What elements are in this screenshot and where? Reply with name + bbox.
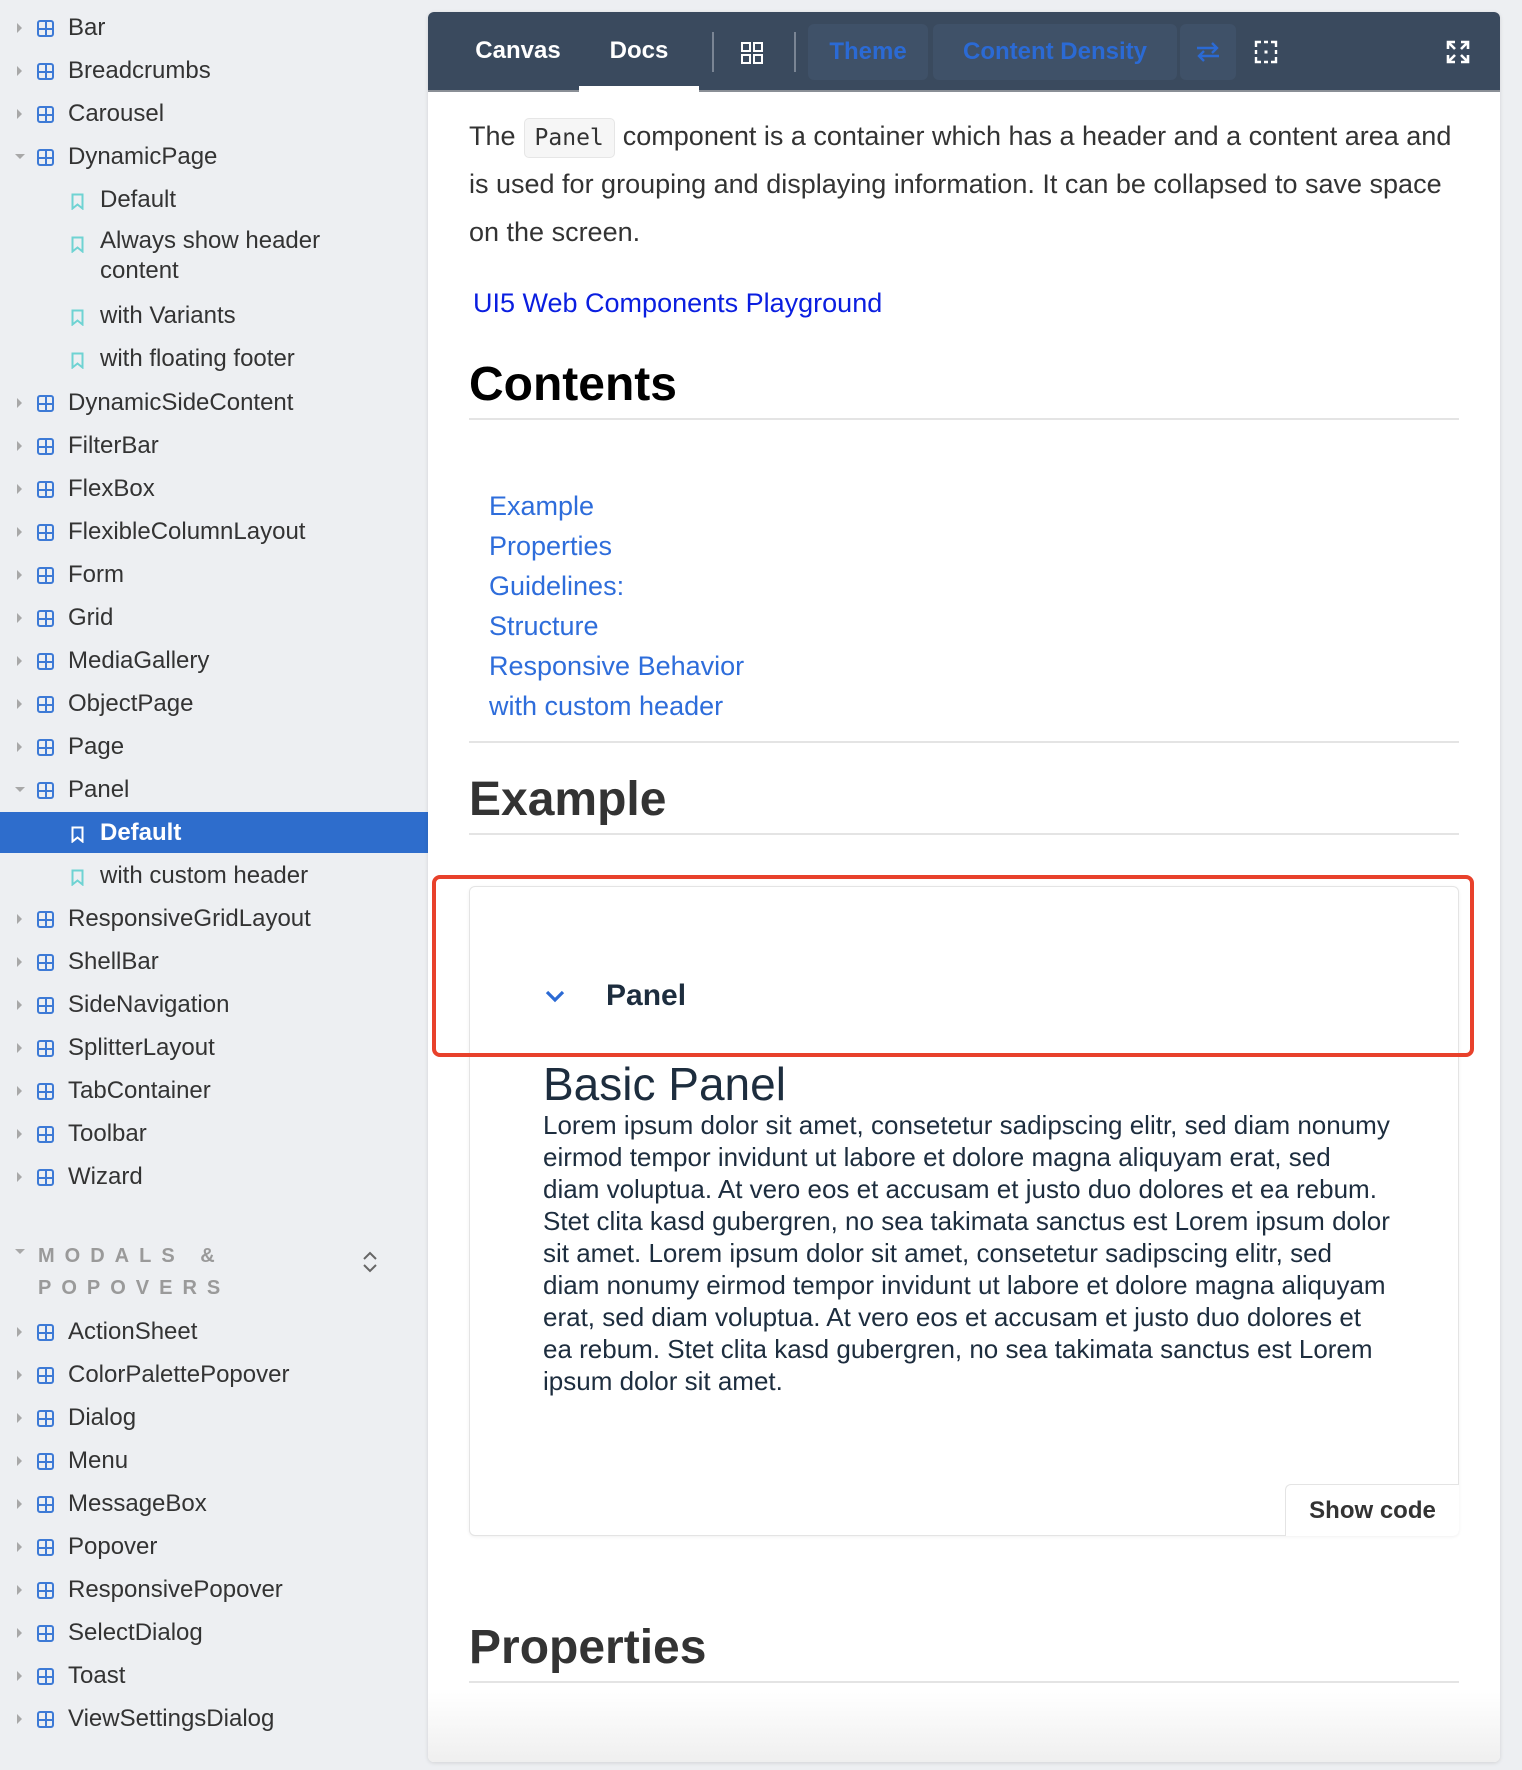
- sidebar-item-grid[interactable]: Grid: [0, 597, 428, 638]
- sidebar-item-sidenavigation[interactable]: SideNavigation: [0, 984, 428, 1025]
- caret-right-icon: [17, 1671, 22, 1681]
- sidebar-item-dynamicpage[interactable]: DynamicPage: [0, 136, 428, 177]
- component-icon: [37, 20, 54, 37]
- sidebar-item-filterbar[interactable]: FilterBar: [0, 425, 428, 466]
- caret-right-icon: [17, 1499, 22, 1509]
- bookmark-icon: [71, 236, 84, 253]
- caret-right-icon: [17, 613, 22, 623]
- component-icon: [37, 63, 54, 80]
- component-icon: [37, 1539, 54, 1556]
- swap-direction-icon: [1195, 41, 1221, 63]
- chevron-down-icon[interactable]: [544, 989, 566, 1003]
- sidebar-item-flexiblecolumnlayout[interactable]: FlexibleColumnLayout: [0, 511, 428, 552]
- component-icon: [37, 1040, 54, 1057]
- sidebar-item-wizard[interactable]: Wizard: [0, 1156, 428, 1197]
- sidebar-item-tabcontainer[interactable]: TabContainer: [0, 1070, 428, 1111]
- sidebar-navigation: [0, 0, 428, 1770]
- sidebar-item-responsivegridlayout[interactable]: ResponsiveGridLayout: [0, 898, 428, 939]
- fullscreen-icon[interactable]: [1446, 40, 1470, 64]
- caret-right-icon: [17, 398, 22, 408]
- sidebar-item-viewsettingsdialog[interactable]: ViewSettingsDialog: [0, 1698, 428, 1739]
- sidebar-item-breadcrumbs[interactable]: Breadcrumbs: [0, 50, 428, 91]
- caret-right-icon: [17, 1129, 22, 1139]
- caret-right-icon: [17, 527, 22, 537]
- panel-header[interactable]: [470, 887, 1458, 1055]
- sidebar-item-mediagallery[interactable]: MediaGallery: [0, 640, 428, 681]
- example-card: [469, 886, 1459, 1536]
- sidebar-item-responsivepopover[interactable]: ResponsivePopover: [0, 1569, 428, 1610]
- component-icon: [37, 1711, 54, 1728]
- caret-right-icon: [17, 1327, 22, 1337]
- caret-right-icon: [17, 957, 22, 967]
- inline-code: Panel: [524, 118, 615, 158]
- caret-right-icon: [17, 441, 22, 451]
- storybook-toolbar: [428, 12, 1500, 92]
- swap-direction-button[interactable]: [1180, 24, 1236, 80]
- sidebar-item-page[interactable]: Page: [0, 726, 428, 767]
- component-icon: [37, 1668, 54, 1685]
- sidebar-item-messagebox[interactable]: MessageBox: [0, 1483, 428, 1524]
- panel-header-title: Panel: [606, 979, 687, 1012]
- caret-right-icon: [17, 1370, 22, 1380]
- docs-panel: [428, 12, 1500, 1762]
- toc-link-custom-header[interactable]: with custom header: [489, 691, 724, 721]
- outline-icon[interactable]: [1254, 40, 1278, 64]
- component-icon: [37, 1126, 54, 1143]
- sidebar-item-panel[interactable]: Panel: [0, 769, 428, 810]
- sidebar-item-form[interactable]: Form: [0, 554, 428, 595]
- contents-heading: Contents: [469, 357, 1459, 420]
- bookmark-icon: [71, 352, 84, 369]
- tab-canvas[interactable]: Canvas: [475, 37, 561, 64]
- panel-body-text: Lorem ipsum dolor sit amet, consetetur sadipscing elitr, sed diam nonumy eirmod tempor invidunt ut labore et dolore magna aliquyam erat, sed diam voluptua. At vero eos et accusam et justo duo dolores et ea rebum. Stet clita kasd gubergren, no sea takimata sanctus est Lorem ipsum dolor sit amet. Lorem ipsum dolor sit amet, consetetur sadipscing elitr, sed diam nonumy eirmod tempor invidunt ut labore et dolore magna aliquyam erat, sed diam voluptua. At vero eos et accusam et justo duo dolores et ea rebum. Stet clita kasd gubergren, no sea takimata sanctus est Lorem ipsum dolor sit amet.: [543, 1110, 1390, 1396]
- component-icon: [37, 106, 54, 123]
- sidebar-item-toolbar[interactable]: Toolbar: [0, 1113, 428, 1154]
- sidebar-item-menu[interactable]: Menu: [0, 1440, 428, 1481]
- component-icon: [37, 1582, 54, 1599]
- component-icon: [37, 567, 54, 584]
- bookmark-icon: [71, 869, 84, 886]
- component-description: The Panel component is a container which has a header and a content area and is used for grouping and displaying information. It can be collapsed to save space on the screen.: [469, 112, 1459, 256]
- properties-heading: Properties: [469, 1620, 1459, 1683]
- sidebar-story-panel-default[interactable]: Default: [0, 812, 428, 853]
- content-density-button[interactable]: Content Density: [933, 24, 1177, 80]
- caret-right-icon: [17, 1172, 22, 1182]
- caret-right-icon: [17, 1043, 22, 1053]
- caret-right-icon: [17, 23, 22, 33]
- component-icon: [37, 696, 54, 713]
- sidebar-item-objectpage[interactable]: ObjectPage: [0, 683, 428, 724]
- toolbar-divider: [712, 32, 714, 72]
- component-icon: [37, 1410, 54, 1427]
- sidebar-item-bar[interactable]: Bar: [0, 7, 428, 48]
- sidebar-story-panel-custom-header[interactable]: with custom header: [0, 855, 428, 896]
- caret-right-icon: [17, 699, 22, 709]
- section-header-modals-popovers[interactable]: MODALS & POPOVERS: [0, 1234, 428, 1304]
- toc-link-structure[interactable]: Structure: [489, 611, 599, 641]
- toc-link-properties[interactable]: Properties: [489, 531, 613, 561]
- grid-icon[interactable]: [741, 42, 763, 64]
- caret-right-icon: [17, 1628, 22, 1638]
- caret-right-icon: [17, 484, 22, 494]
- divider: [469, 741, 1459, 743]
- toc-link-responsive-behavior[interactable]: Responsive Behavior: [489, 651, 745, 681]
- toc-link-guidelines[interactable]: Guidelines:: [489, 571, 625, 601]
- component-icon: [37, 954, 54, 971]
- component-icon: [37, 1453, 54, 1470]
- component-icon: [37, 1324, 54, 1341]
- component-icon: [37, 739, 54, 756]
- caret-right-icon: [17, 656, 22, 666]
- caret-right-icon: [17, 1585, 22, 1595]
- sidebar-item-actionsheet[interactable]: ActionSheet: [0, 1311, 428, 1352]
- component-icon: [37, 610, 54, 627]
- component-icon: [37, 997, 54, 1014]
- sidebar-item-colorpalettepopover[interactable]: ColorPalettePopover: [0, 1354, 428, 1395]
- caret-right-icon: [17, 742, 22, 752]
- caret-down-icon: [15, 154, 25, 159]
- table-of-contents: [489, 486, 744, 726]
- component-icon: [37, 149, 54, 166]
- sidebar-item-splitterlayout[interactable]: SplitterLayout: [0, 1027, 428, 1068]
- component-icon: [37, 1083, 54, 1100]
- sidebar-story-dynamicpage-default[interactable]: Default: [0, 179, 428, 220]
- caret-right-icon: [17, 1000, 22, 1010]
- caret-right-icon: [17, 66, 22, 76]
- sidebar-item-popover[interactable]: Popover: [0, 1526, 428, 1567]
- tab-docs[interactable]: Docs: [579, 12, 699, 90]
- theme-button[interactable]: Theme: [808, 24, 928, 80]
- component-icon: [37, 524, 54, 541]
- sidebar-item-flexbox[interactable]: FlexBox: [0, 468, 428, 509]
- show-code-button[interactable]: Show code: [1285, 1484, 1459, 1536]
- caret-right-icon: [17, 1086, 22, 1096]
- component-icon: [37, 438, 54, 455]
- bookmark-icon: [71, 826, 84, 843]
- bookmark-icon: [71, 193, 84, 210]
- caret-right-icon: [17, 1714, 22, 1724]
- sidebar-item-dynamicsidecontent[interactable]: DynamicSideContent: [0, 382, 428, 423]
- scroll-fade: [428, 1692, 1500, 1762]
- sidebar-story-with-variants[interactable]: with Variants: [0, 295, 428, 336]
- sidebar-item-selectdialog[interactable]: SelectDialog: [0, 1612, 428, 1653]
- component-icon: [37, 1496, 54, 1513]
- sidebar-item-toast[interactable]: Toast: [0, 1655, 428, 1696]
- caret-down-icon: [15, 1249, 25, 1254]
- component-icon: [37, 653, 54, 670]
- expand-collapse-icon[interactable]: [360, 1248, 380, 1276]
- playground-link[interactable]: UI5 Web Components Playground: [473, 288, 883, 318]
- component-icon: [37, 1367, 54, 1384]
- sidebar-story-floating-footer[interactable]: with floating footer: [0, 338, 428, 379]
- sidebar-item-dialog[interactable]: Dialog: [0, 1397, 428, 1438]
- component-icon: [37, 911, 54, 928]
- toc-link-example[interactable]: Example: [489, 491, 595, 521]
- caret-right-icon: [17, 914, 22, 924]
- caret-right-icon: [17, 1542, 22, 1552]
- component-icon: [37, 481, 54, 498]
- sidebar-story-always-show-header[interactable]: Always show header content: [0, 222, 428, 292]
- toolbar-divider: [794, 32, 796, 72]
- caret-right-icon: [17, 1456, 22, 1466]
- bookmark-icon: [71, 309, 84, 326]
- caret-down-icon: [15, 787, 25, 792]
- example-heading: Example: [469, 772, 1459, 835]
- caret-right-icon: [17, 109, 22, 119]
- component-icon: [37, 395, 54, 412]
- basic-panel-title: Basic Panel: [543, 1058, 786, 1110]
- component-icon: [37, 1625, 54, 1642]
- component-icon: [37, 782, 54, 799]
- component-icon: [37, 1169, 54, 1186]
- caret-right-icon: [17, 1413, 22, 1423]
- sidebar-item-carousel[interactable]: Carousel: [0, 93, 428, 134]
- caret-right-icon: [17, 570, 22, 580]
- sidebar-item-shellbar[interactable]: ShellBar: [0, 941, 428, 982]
